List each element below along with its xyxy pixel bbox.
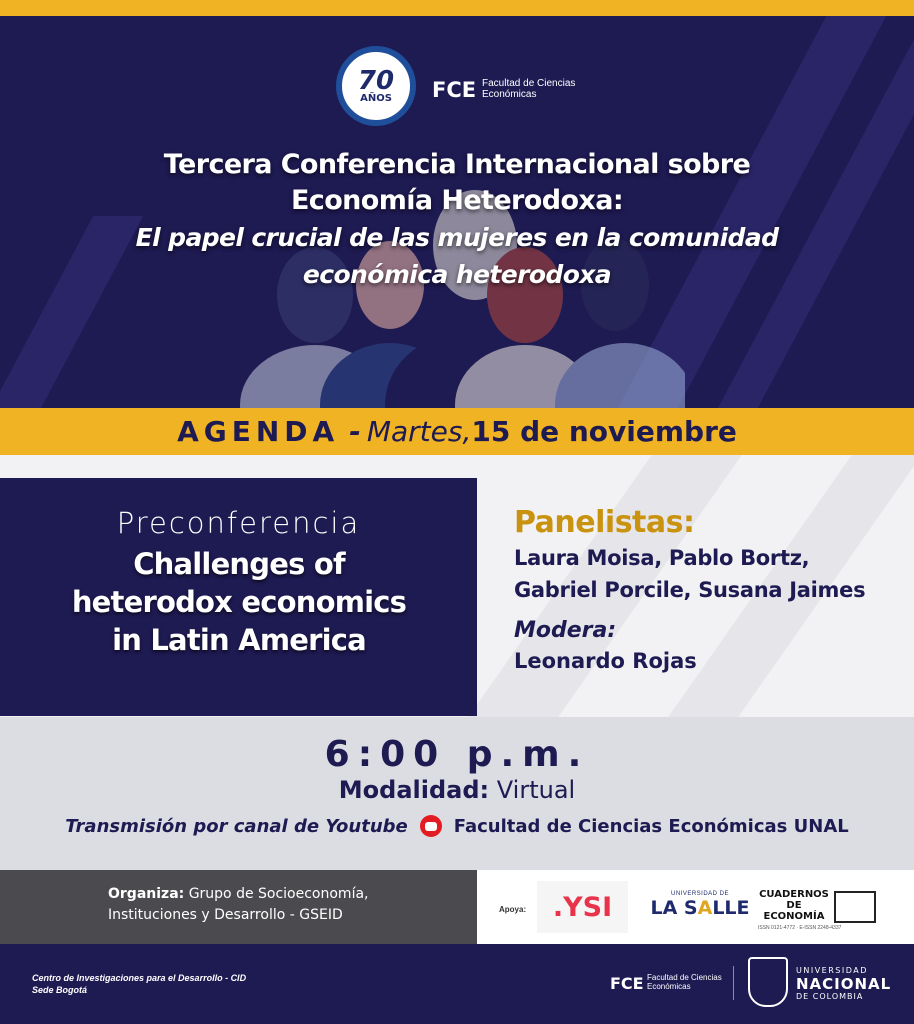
session-title-line: in Latin America: [112, 623, 366, 657]
title-line: Economía Heterodoxa:: [290, 185, 624, 216]
event-title: [60, 147, 854, 293]
agenda-dash: -: [349, 415, 361, 448]
cuadernos-logo: [758, 889, 878, 931]
cid-line: Sede Bogotá: [32, 985, 88, 995]
moderator-name: Leonardo Rojas: [514, 649, 697, 673]
panel-info: [514, 504, 904, 676]
ysi-logo: .YSI: [537, 881, 628, 933]
session-title-line: Challenges of: [133, 547, 345, 581]
title-line: Tercera Conferencia Internacional sobre: [163, 149, 751, 180]
modality: [0, 776, 914, 804]
la-salle-part: LLE: [712, 897, 750, 919]
la-salle-word: [650, 897, 750, 919]
agenda-band: [0, 408, 914, 455]
footer-fce-text: Facultad de Ciencias Económicas: [647, 973, 722, 991]
event-time: 6:00 p.m.: [324, 734, 590, 775]
stream-info: [0, 815, 914, 837]
cid-line: Centro de Investigaciones para el Desarrollo - CID: [32, 973, 247, 983]
top-gold-strip: [0, 0, 914, 16]
unal-line: NACIONAL: [796, 975, 892, 993]
cuadernos-line: ECONOMÍA: [763, 911, 825, 922]
fce-logo: FCE: [432, 78, 477, 102]
stream-channel: Facultad de Ciencias Económicas UNAL: [453, 815, 849, 837]
cuadernos-mark: [834, 891, 876, 923]
agenda-day: Martes,: [366, 415, 472, 448]
organizer-text: [108, 884, 468, 926]
stream-label: Transmisión por canal de Youtube: [65, 815, 408, 837]
cuadernos-issn: ISSN 0121-4772 · E-ISSN 2248-4337: [758, 925, 842, 931]
session-title: [14, 545, 464, 659]
session-kind: Preconferencia: [116, 506, 361, 540]
badge-word: AÑOS: [360, 92, 392, 104]
cuadernos-line: CUADERNOS: [759, 889, 829, 900]
organizer-line: Instituciones y Desarrollo - GSEID: [108, 907, 343, 923]
subtitle-line: El papel crucial de las mujeres en la comunidad: [135, 223, 779, 252]
footer-divider: [733, 966, 734, 1000]
cuadernos-line: DE: [786, 900, 802, 911]
agenda-label: AGENDA: [177, 415, 340, 448]
modality-value: Virtual: [496, 776, 576, 804]
panelists-names: Gabriel Porcile, Susana Jaimes: [514, 578, 866, 602]
moderator-heading: Modera:: [514, 618, 617, 643]
anniversary-badge: [336, 46, 416, 126]
unal-shield-icon: [748, 957, 788, 1007]
organizer-label: Organiza:: [108, 886, 185, 902]
unal-line: UNIVERSIDAD: [796, 966, 868, 975]
la-salle-small: UNIVERSIDAD DE: [670, 891, 729, 897]
panelists-names: Laura Moisa, Pablo Bortz,: [514, 546, 810, 570]
organizer-line: Grupo de Socioeconomía,: [188, 886, 369, 902]
header-logos: [336, 46, 596, 128]
badge-number: 70: [357, 65, 395, 96]
fce-logo-text: Facultad de Ciencias Económicas: [482, 78, 576, 100]
unal-line: DE COLOMBIA: [796, 992, 864, 1001]
youtube-icon: [420, 815, 442, 837]
agenda-date: 15 de noviembre: [471, 415, 737, 448]
la-salle-part: LA S: [650, 897, 698, 919]
session-title-line: heterodox economics: [71, 585, 407, 619]
cid-credit: [32, 972, 246, 996]
sponsors-label: Apoya:: [499, 905, 527, 914]
panelists-heading: Panelistas:: [514, 505, 695, 540]
la-salle-part: A: [697, 897, 713, 919]
modality-label: Modalidad:: [338, 776, 490, 804]
unal-logo: [796, 966, 891, 1002]
footer-fce-logo: FCE: [610, 974, 644, 993]
la-salle-logo: [650, 891, 750, 919]
subtitle-line: económica heterodoxa: [302, 260, 612, 289]
